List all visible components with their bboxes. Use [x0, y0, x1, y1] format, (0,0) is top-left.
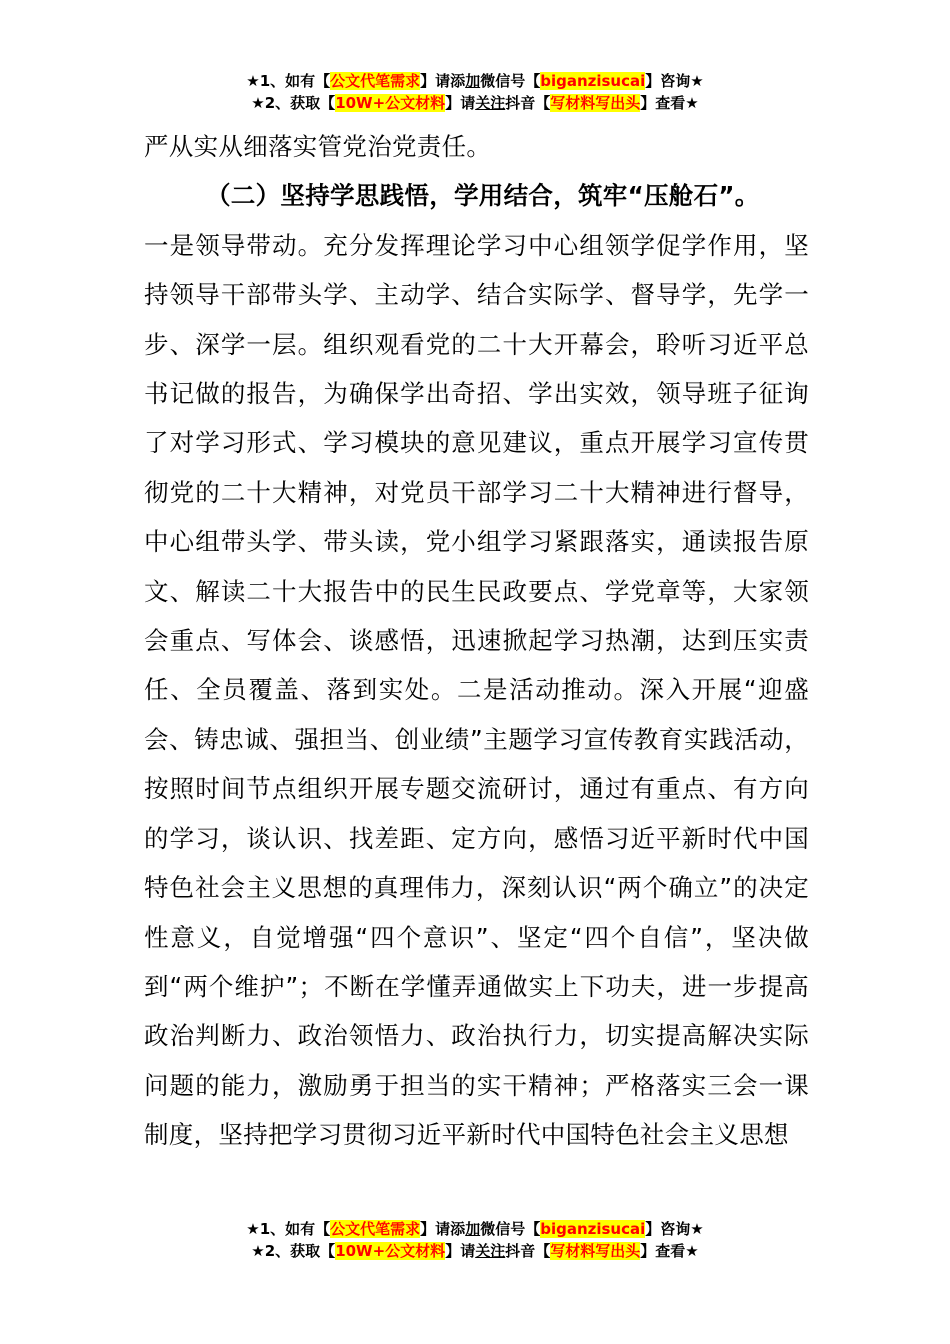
banner-underline-text: 加: [465, 72, 481, 90]
banner-text: 】咨询★: [645, 1220, 704, 1238]
banner-text: 】查看★: [640, 1242, 699, 1260]
banner-underline-text: 加: [465, 1220, 481, 1238]
banner-text: ★2、获取【: [251, 1242, 336, 1260]
banner-text: 抖音【: [505, 1242, 551, 1260]
highlight-service: 公文代笔需求: [330, 72, 421, 90]
banner-line-1: [0, 70, 950, 92]
banner-underline-text: 关注: [475, 1242, 506, 1260]
banner-text: 】请添: [420, 72, 466, 90]
paragraph-main: 一是领导带动。充分发挥理论学习中心组领学促学作用，坚持领导干部带头学、主动学、结合实际学、督导学，先学一步、深学一层。组织观看党的二十大开幕会，聆听习近平总书记做的报告，为确保学出奇招、学出实效，领导班子征询了对学习形式、学习模块的意见建议，重点开展学习宣传贯彻党的二十大精神，对党员干部学习二十大精神进行督导，中心组带头学、带头读，党小组学习紧跟落实，通读报告原文、解读二十大报告中的民生民政要点、学党章等，大家领会重点、写体会、谈感悟，迅速掀起学习热潮，达到压实责任、全员覆盖、落到实处。二是活动推动。深入开展“迎盛会、铸忠诚、强担当、创业绩”主题学习宣传教育实践活动，按照时间节点组织开展专题交流研讨，通过有重点、有方向的学习，谈认识、找差距、定方向，感悟习近平新时代中国特色社会主义思想的真理伟力，深刻认识“两个确立”的决定性意义，自觉增强“四个意识”、坚定“四个自信”，坚决做到“两个维护”；不断在学懂弄通做实上下功夫，进一步提高政治判断力、政治领悟力、政治执行力，切实提高解决实际问题的能力，激励勇于担当的实干精神；严格落实三会一课制度，坚持把学习贯彻习近平新时代中国特色社会主义思想: [144, 230, 809, 1150]
banner-text: 】请: [445, 1242, 476, 1260]
banner-text: 】请: [445, 94, 476, 112]
banner-text: ★1、如有【: [246, 1220, 331, 1238]
banner-text: 】请添: [420, 1220, 466, 1238]
banner-text: 】咨询★: [645, 72, 704, 90]
banner-line-2: [0, 92, 950, 114]
footer-banner: [0, 1218, 950, 1262]
banner-line-2: [0, 1240, 950, 1262]
banner-text: 抖音【: [505, 94, 551, 112]
paragraph-continuation: 严从实从细落实管党治党责任。: [144, 132, 492, 161]
highlight-service: 公文代笔需求: [330, 1220, 421, 1238]
header-banner: [0, 70, 950, 114]
banner-text: ★2、获取【: [251, 94, 336, 112]
banner-text: 】查看★: [640, 94, 699, 112]
banner-text: 微信号【: [480, 72, 541, 90]
banner-text: 微信号【: [480, 1220, 541, 1238]
highlight-douyin-account: 写材料写出头: [550, 1242, 641, 1260]
highlight-douyin-account: 写材料写出头: [550, 94, 641, 112]
banner-text: ★1、如有【: [246, 72, 331, 90]
highlight-materials: 10W+公文材料: [335, 94, 446, 112]
highlight-wechat-id: biganzisucai: [540, 72, 646, 90]
banner-underline-text: 关注: [475, 94, 506, 112]
section-heading: （二）坚持学思践悟，学用结合，筑牢“压舱石”。: [206, 181, 760, 211]
highlight-wechat-id: biganzisucai: [540, 1220, 646, 1238]
banner-line-1: [0, 1218, 950, 1240]
document-body: [144, 122, 809, 1160]
highlight-materials: 10W+公文材料: [335, 1242, 446, 1260]
